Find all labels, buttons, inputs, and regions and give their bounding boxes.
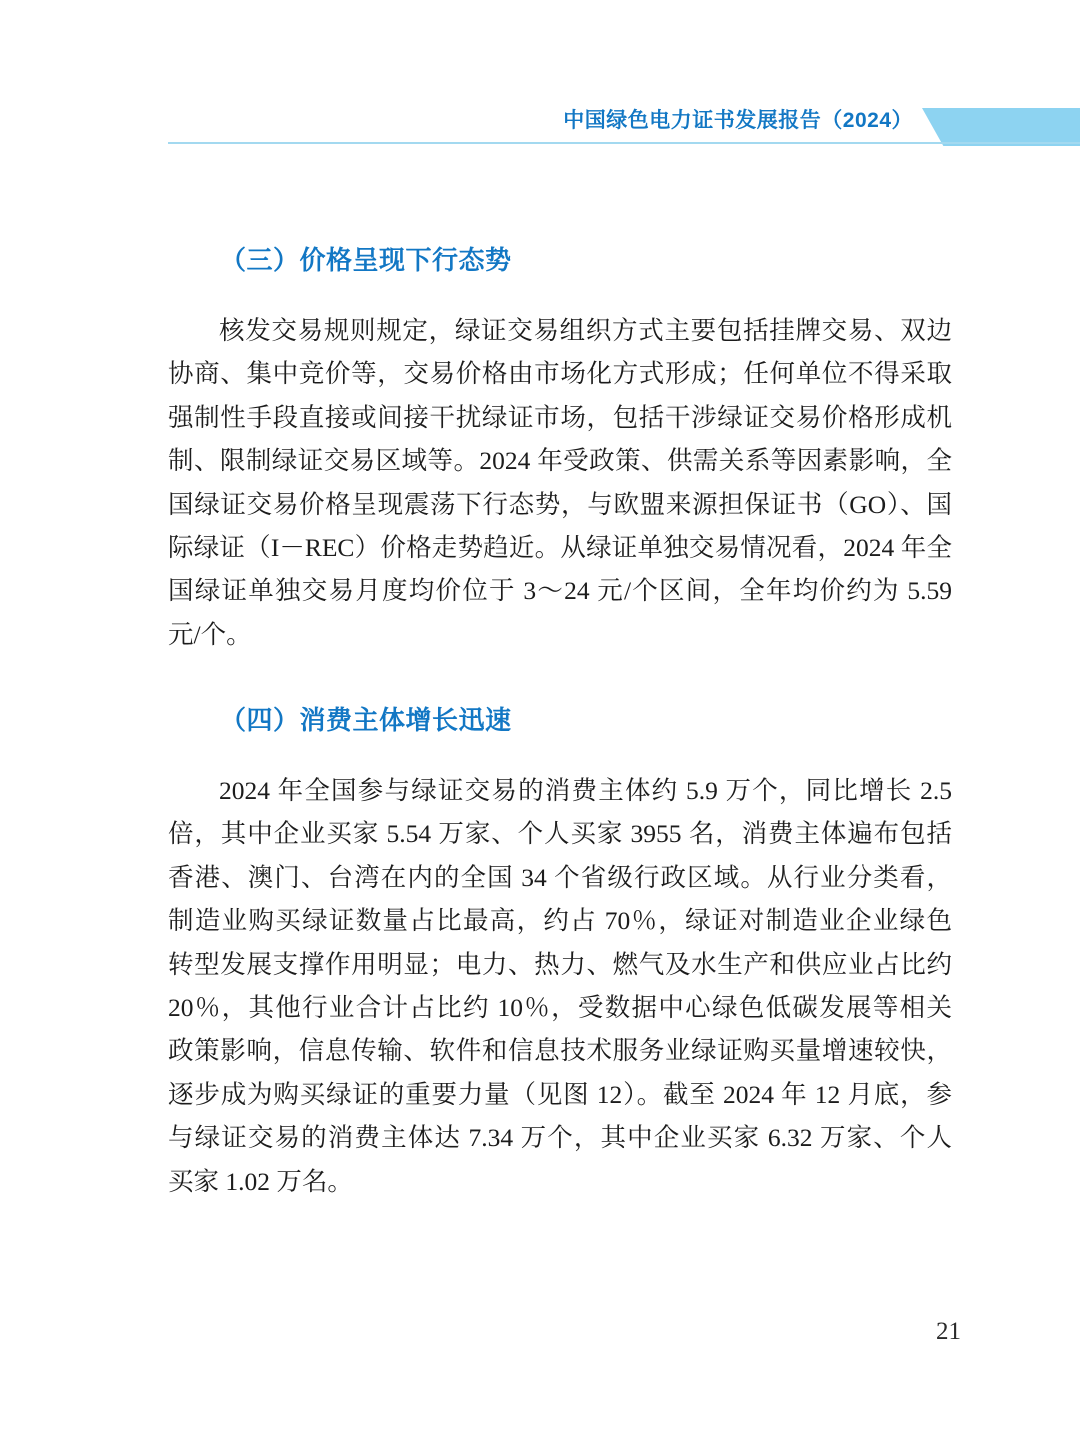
section-heading-consumer-growth: （四）消费主体增长迅速	[220, 705, 512, 735]
section-heading-price-trend: （三）价格呈现下行态势	[220, 245, 512, 275]
paragraph-line: 转型发展支撑作用明显；电力、热力、燃气及水生产和供应业占比约	[168, 949, 952, 979]
paragraph-line: 2024 年全国参与绿证交易的消费主体约 5.9 万个，同比增长 2.5	[219, 776, 952, 805]
paragraph-line: 国绿证单独交易月度均价位于 3～24 元/个区间，全年均价约为 5.59	[168, 576, 952, 606]
paragraph-line: 与绿证交易的消费主体达 7.34 万个，其中企业买家 6.32 万家、个人	[168, 1123, 952, 1153]
paragraph-line: 制、限制绿证交易区域等。2024 年受政策、供需关系等因素影响，全	[168, 446, 952, 476]
paragraph-price-trend	[168, 309, 952, 656]
paragraph-line: 元/个。	[168, 619, 252, 649]
paragraph-consumer-growth	[168, 769, 952, 1203]
paragraph-line: 核发交易规则规定，绿证交易组织方式主要包括挂牌交易、双边	[219, 316, 952, 345]
header-ribbon-shape	[922, 108, 1080, 146]
page-number: 21	[936, 1318, 961, 1345]
header-rule	[168, 142, 1080, 144]
paragraph-line: 20％，其他行业合计占比约 10％，受数据中心绿色低碳发展等相关	[168, 992, 952, 1022]
paragraph-line: 倍，其中企业买家 5.54 万家、个人买家 3955 名，消费主体遍布包括	[168, 819, 952, 849]
paragraph-line: 香港、澳门、台湾在内的全国 34 个省级行政区域。从行业分类看，	[168, 862, 952, 892]
paragraph-line: 强制性手段直接或间接干扰绿证市场，包括干涉绿证交易价格形成机	[168, 402, 952, 432]
paragraph-line: 政策影响，信息传输、软件和信息技术服务业绿证购买量增速较快，	[168, 1036, 952, 1066]
paragraph-line: 制造业购买绿证数量占比最高，约占 70％，绿证对制造业企业绿色	[168, 906, 952, 936]
header-title: 中国绿色电力证书发展报告（2024）	[563, 109, 913, 132]
paragraph-line: 协商、集中竞价等，交易价格由市场化方式形成；任何单位不得采取	[168, 359, 952, 389]
paragraph-line: 买家 1.02 万名。	[168, 1166, 353, 1196]
paragraph-line: 逐步成为购买绿证的重要力量（见图 12）。截至 2024 年 12 月底，参	[168, 1079, 952, 1109]
paragraph-line: 国绿证交易价格呈现震荡下行态势，与欧盟来源担保证书（GO）、国	[168, 489, 952, 519]
paragraph-line: 际绿证（I－REC）价格走势趋近。从绿证单独交易情况看，2024 年全	[168, 532, 952, 562]
